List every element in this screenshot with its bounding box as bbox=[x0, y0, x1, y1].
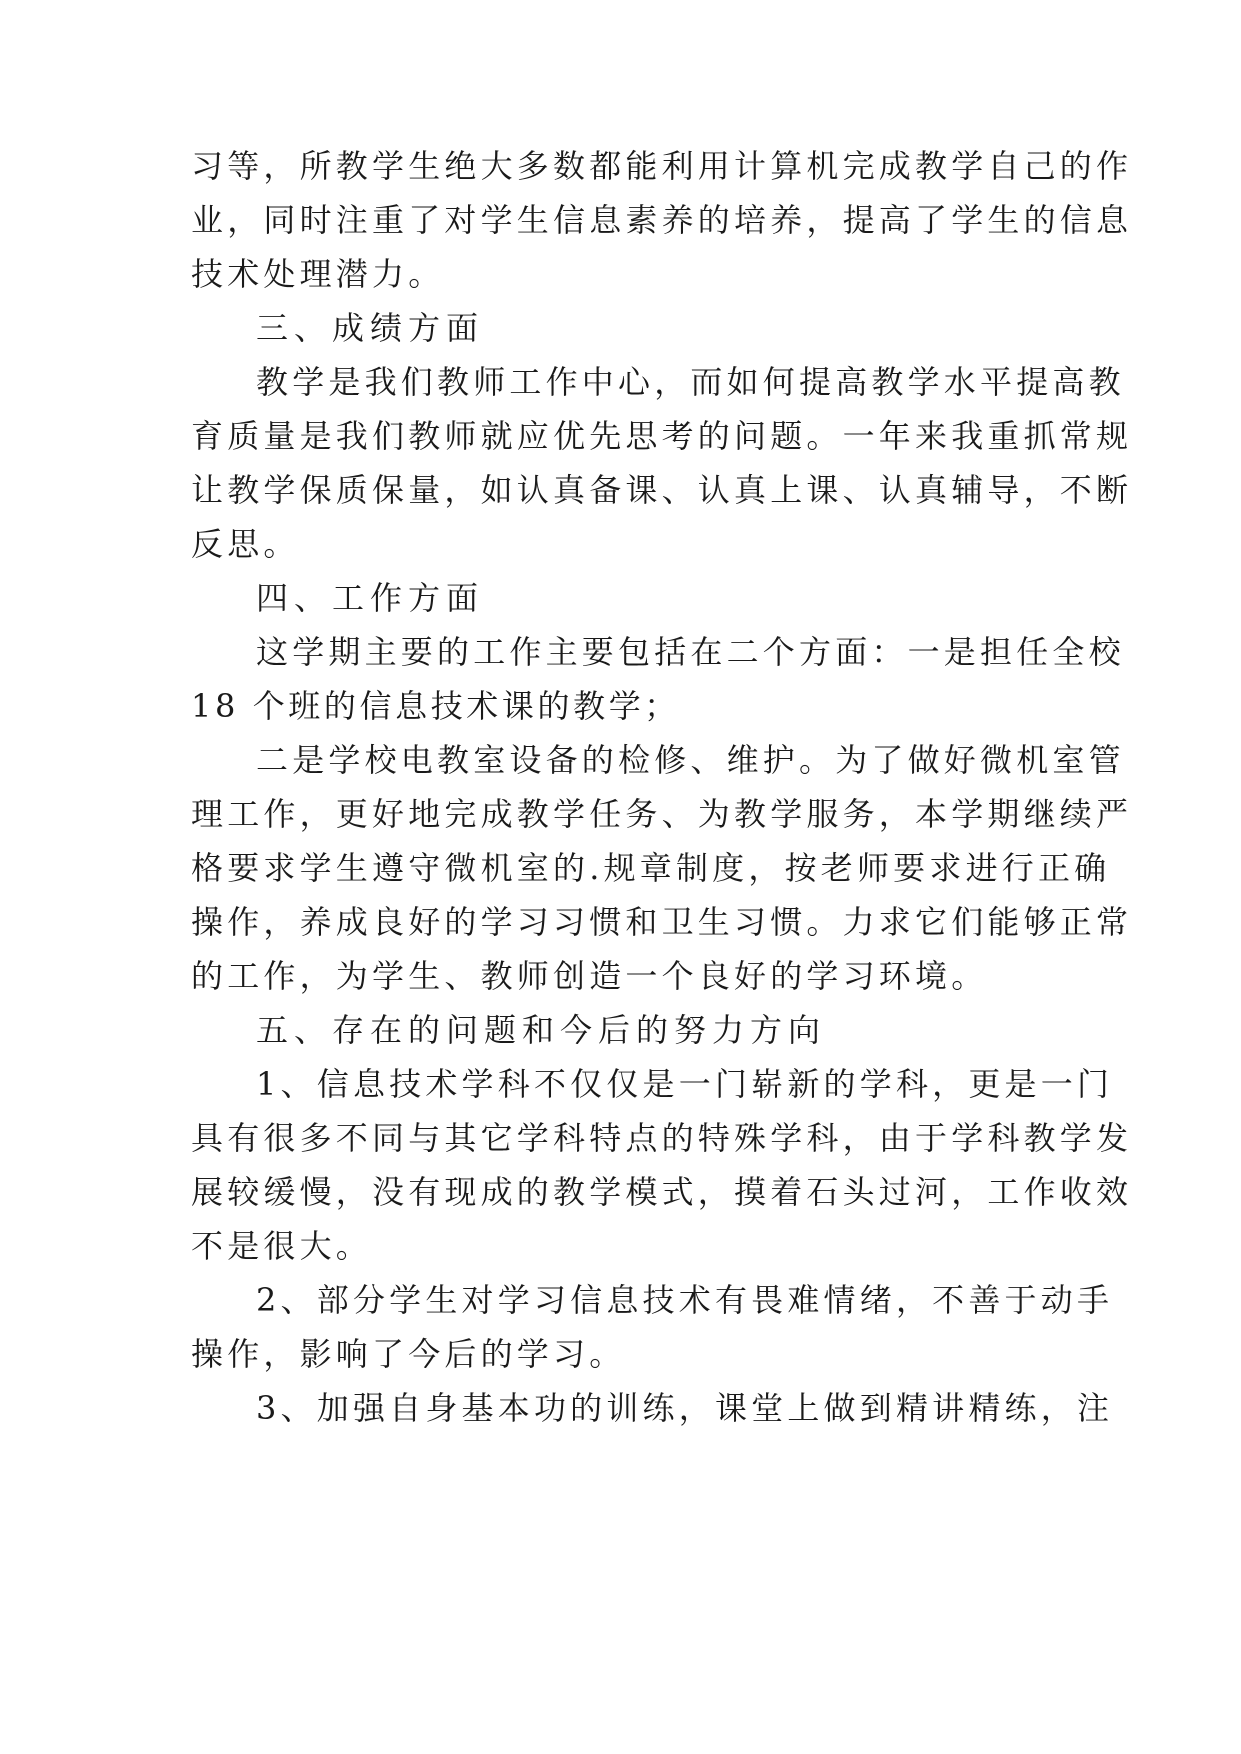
text-line: 教学是我们教师工作中心，而如何提高教学水平提高教 bbox=[256, 363, 1125, 401]
text-line: 业，同时注重了对学生信息素养的培养，提高了学生的信息 bbox=[191, 201, 1133, 239]
text-line: 格要求学生遵守微机室的.规章制度，按老师要求进行正确 bbox=[191, 849, 1111, 887]
text-line: 1、信息技术学科不仅仅是一门崭新的学科，更是一门 bbox=[256, 1065, 1114, 1103]
text-line: 育质量是我们教师就应优先思考的问题。一年来我重抓常规 bbox=[191, 417, 1133, 455]
text-line: 理工作，更好地完成教学任务、为教学服务，本学期继续严 bbox=[191, 795, 1133, 833]
text-line: 具有很多不同与其它学科特点的特殊学科，由于学科教学发 bbox=[191, 1119, 1133, 1157]
text-line: 二是学校电教室设备的检修、维护。为了做好微机室管 bbox=[256, 741, 1125, 779]
text-line: 18 个班的信息技术课的教学； bbox=[191, 687, 680, 725]
section-heading: 四、工作方面 bbox=[256, 579, 485, 617]
text-line: 反思。 bbox=[191, 525, 300, 563]
text-line: 2、部分学生对学习信息技术有畏难情绪，不善于动手 bbox=[256, 1281, 1114, 1319]
text-line: 技术处理潜力。 bbox=[191, 255, 445, 293]
text-line: 操作，影响了今后的学习。 bbox=[191, 1335, 626, 1373]
text-line: 操作，养成良好的学习习惯和卫生习惯。力求它们能够正常 bbox=[191, 903, 1133, 941]
text-line: 让教学保质保量，如认真备课、认真上课、认真辅导，不断 bbox=[191, 471, 1133, 509]
text-line: 习等，所教学生绝大多数都能利用计算机完成教学自己的作 bbox=[191, 147, 1133, 185]
section-heading: 三、成绩方面 bbox=[256, 309, 485, 347]
text-line: 展较缓慢，没有现成的教学模式，摸着石头过河，工作收效 bbox=[191, 1173, 1133, 1211]
text-line: 的工作，为学生、教师创造一个良好的学习环境。 bbox=[191, 957, 988, 995]
text-line: 3、加强自身基本功的训练，课堂上做到精讲精练，注 bbox=[256, 1389, 1114, 1427]
text-line: 这学期主要的工作主要包括在二个方面：一是担任全校 bbox=[256, 633, 1125, 671]
section-heading: 五、存在的问题和今后的努力方向 bbox=[256, 1011, 827, 1049]
text-line: 不是很大。 bbox=[191, 1227, 373, 1265]
